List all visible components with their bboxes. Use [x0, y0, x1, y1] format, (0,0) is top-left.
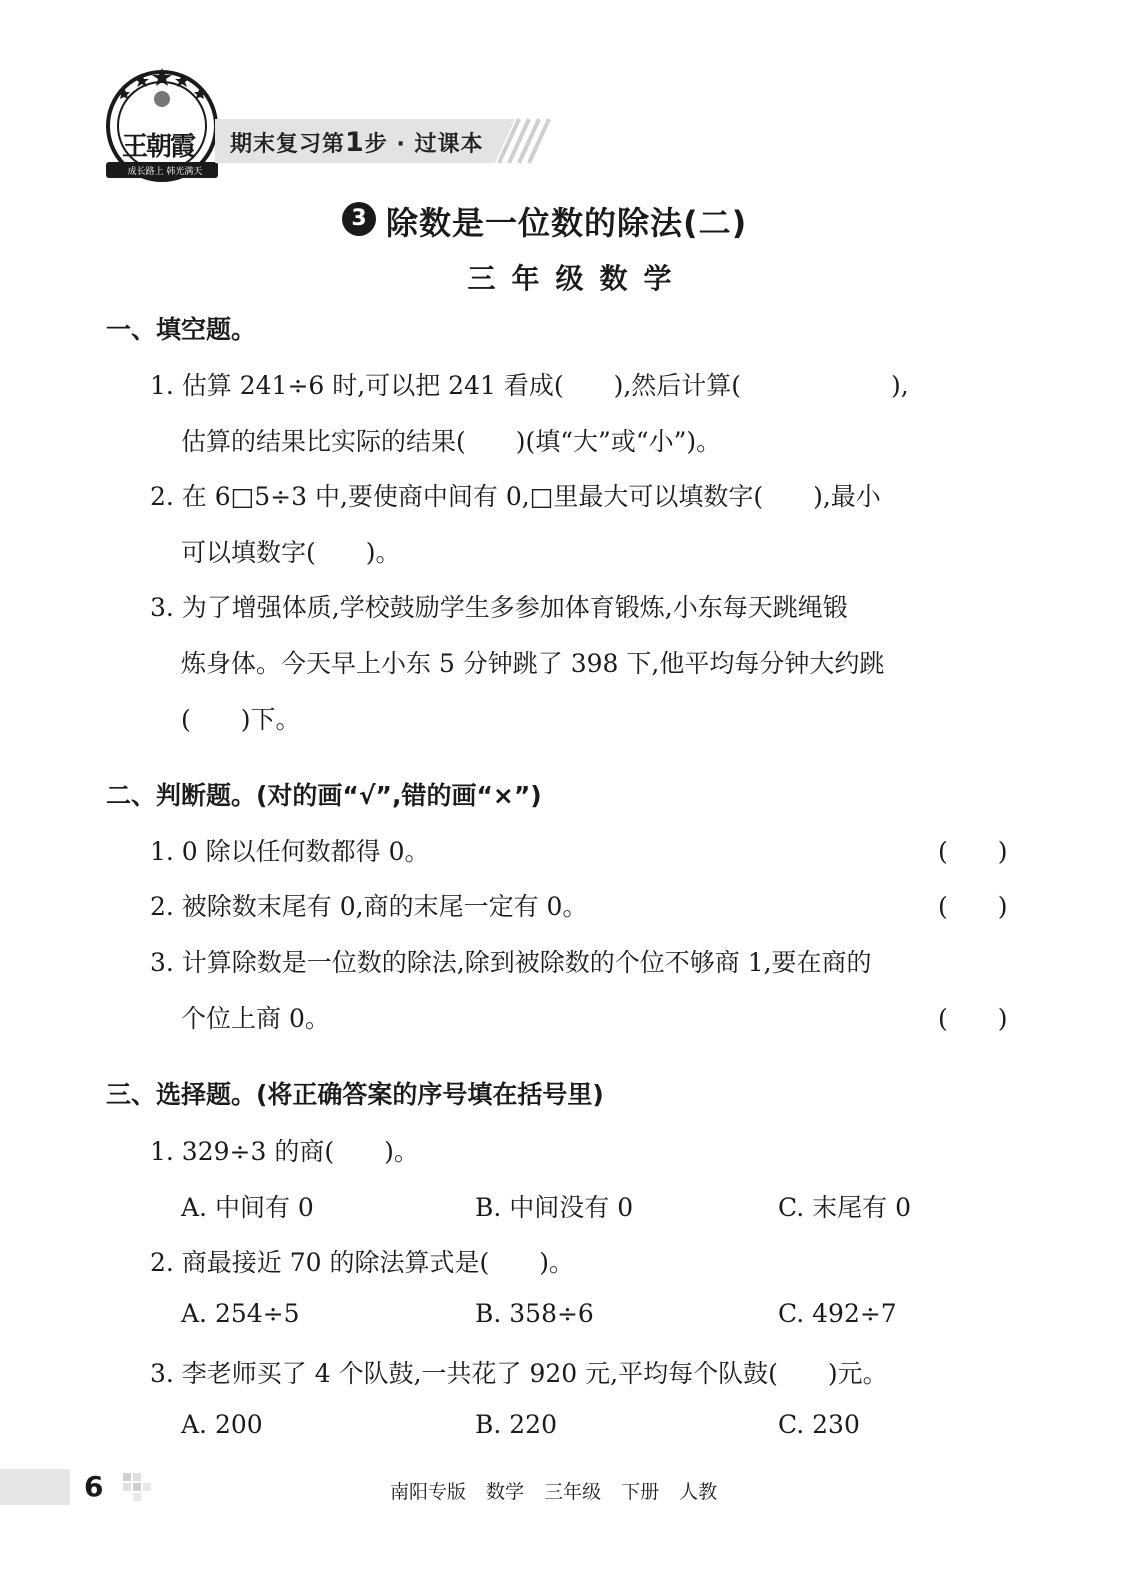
section-true-false-heading: 二、判断题。(对的画“√”,错的画“×”): [106, 781, 542, 810]
question-1-2-line-1: 2. 在 6□5÷3 中,要使商中间有 0,□里最大可以填数字( ),最小: [150, 482, 881, 511]
question-1-3-line-1: 3. 为了增强体质,学校鼓励学生多参加体育锻炼,小东每天跳绳锻: [150, 593, 848, 622]
page-number: 6: [84, 1470, 104, 1503]
footer-squares-decoration: [123, 1473, 151, 1503]
question-2-3-line-1: 3. 计算除数是一位数的除法,除到被除数的个位不够商 1,要在商的: [150, 948, 872, 977]
banner-label: [230, 127, 484, 158]
option-3-1-c[interactable]: C. 末尾有 0: [778, 1193, 911, 1222]
question-2-1: 1. 0 除以任何数都得 0。: [150, 837, 430, 866]
question-1-1-line-1: 1. 估算 241÷6 时,可以把 241 看成( ),然后计算( ),: [150, 371, 909, 400]
page-title: 除数是一位数的除法(二): [386, 204, 748, 242]
question-1-3-line-2: 炼身体。今天早上小东 5 分钟跳了 398 下,他平均每分钟大约跳: [181, 649, 885, 678]
logo-text: 王朝霞: [122, 132, 195, 162]
answer-paren-2-1[interactable]: ( ): [938, 837, 1008, 866]
option-3-2-c[interactable]: C. 492÷7: [778, 1299, 897, 1328]
question-3-1: 1. 329÷3 的商( )。: [150, 1137, 419, 1166]
option-3-1-b[interactable]: B. 中间没有 0: [475, 1193, 634, 1222]
page-subtitle: 三年级数学: [467, 262, 688, 295]
question-1-2-line-2: 可以填数字( )。: [181, 538, 401, 567]
question-1-3-line-3: ( )下。: [181, 705, 301, 734]
question-1-1-line-2: 估算的结果比实际的结果( )(填“大”或“小”)。: [181, 427, 722, 456]
question-3-3: 3. 李老师买了 4 个队鼓,一共花了 920 元,平均每个队鼓( )元。: [150, 1359, 888, 1388]
option-3-2-a[interactable]: A. 254÷5: [181, 1299, 300, 1328]
option-3-1-a[interactable]: A. 中间有 0: [181, 1193, 314, 1222]
footer-edition-info: 南阳专版 数学 三年级 下册 人教: [390, 1481, 718, 1503]
question-2-3-line-2: 个位上商 0。: [181, 1004, 330, 1033]
option-3-2-b[interactable]: B. 358÷6: [475, 1299, 594, 1328]
logo-slogan: 成长路上 韩光满天: [127, 167, 203, 177]
answer-paren-2-2[interactable]: ( ): [938, 892, 1008, 921]
option-3-3-c[interactable]: C. 230: [778, 1410, 860, 1439]
question-3-2: 2. 商最接近 70 的除法算式是( )。: [150, 1248, 575, 1277]
unit-number-badge: 3: [342, 202, 376, 236]
question-2-2: 2. 被除数末尾有 0,商的末尾一定有 0。: [150, 892, 588, 921]
answer-paren-2-3[interactable]: ( ): [938, 1004, 1008, 1033]
section-fill-blank-heading: 一、填空题。: [106, 315, 257, 344]
banner-step: 1: [345, 127, 365, 158]
section-multiple-choice-heading: 三、选择题。(将正确答案的序号填在括号里): [106, 1080, 604, 1109]
option-3-3-b[interactable]: B. 220: [475, 1410, 557, 1439]
banner-suffix: 步 · 过课本: [364, 132, 484, 157]
footer-bar: [0, 1469, 70, 1505]
banner-prefix: 期末复习第: [230, 132, 346, 157]
option-3-3-a[interactable]: A. 200: [181, 1410, 263, 1439]
